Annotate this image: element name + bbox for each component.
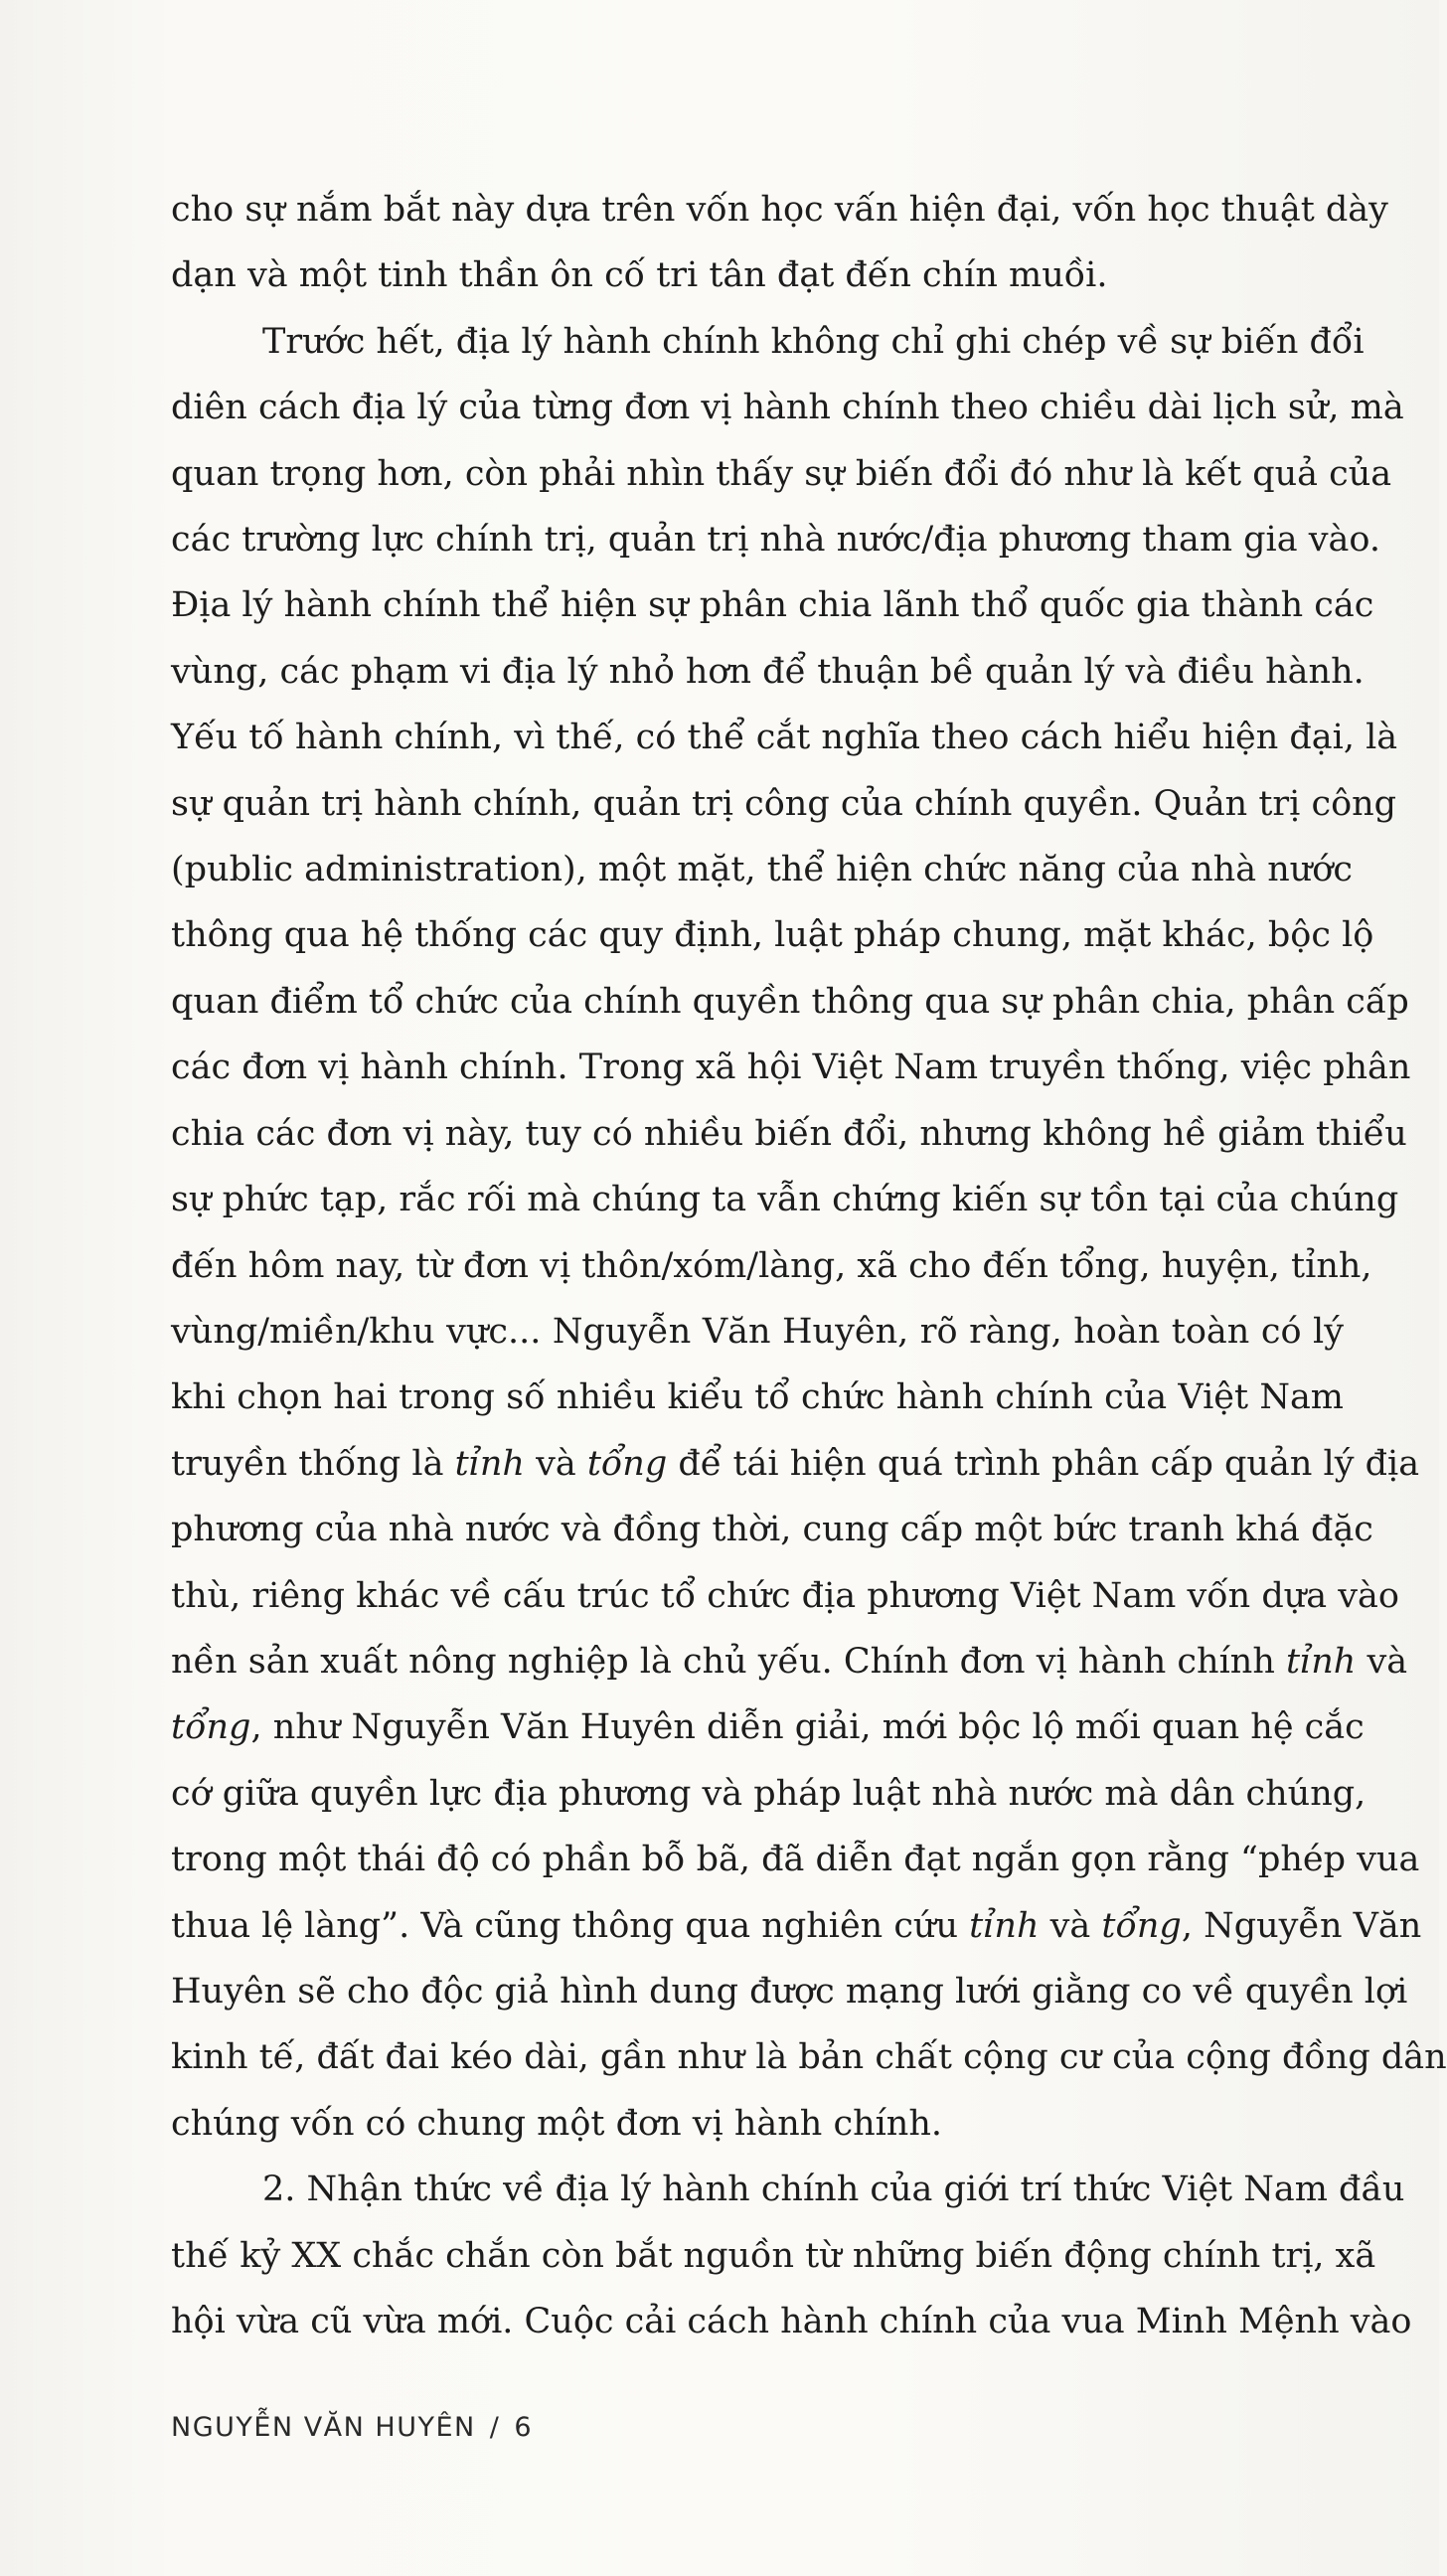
text-line: thông qua hệ thống các quy định, luật pháp chung, mặt khác, bộc lộ (171, 915, 1374, 956)
text-line: quan điểm tổ chức của chính quyền thông qua sự phân chia, phân cấp (171, 981, 1409, 1022)
text-line: chia các đơn vị này, tuy có nhiều biến đổi, nhưng không hề giảm thiểu (171, 1113, 1407, 1154)
text-line: vùng/miền/khu vực... Nguyễn Văn Huyên, rõ ràng, hoàn toàn có lý (171, 1311, 1344, 1352)
text-line: cớ giữa quyền lực địa phương và pháp luật nhà nước mà dân chúng, (171, 1773, 1367, 1814)
text-line: (public administration), một mặt, thể hiện chức năng của nhà nước (171, 850, 1353, 890)
text-line: Huyên sẽ cho độc giả hình dung được mạng lưới giằng co về quyền lợi (171, 1971, 1408, 2012)
text-line: 2. Nhận thức về địa lý hành chính của giới trí thức Việt Nam đầu (262, 2170, 1405, 2210)
text-line: các trường lực chính trị, quản trị nhà nước/địa phương tham gia vào. (171, 520, 1380, 561)
text-line: vùng, các phạm vi địa lý nhỏ hơn để thuận bề quản lý và điều hành. (171, 651, 1365, 692)
text-line: các đơn vị hành chính. Trong xã hội Việt Nam truyền thống, việc phân (171, 1047, 1411, 1088)
text-line: phương của nhà nước và đồng thời, cung cấp một bức tranh khá đặc (171, 1510, 1373, 1550)
text-line: hội vừa cũ vừa mới. Cuộc cải cách hành chính của vua Minh Mệnh vào (171, 2302, 1412, 2341)
text-line: chúng vốn có chung một đơn vị hành chính. (171, 2103, 943, 2144)
text-line: kinh tế, đất đai kéo dài, gần như là bản chất cộng cư của cộng đồng dân (171, 2037, 1447, 2078)
text-line: quan trọng hơn, còn phải nhìn thấy sự biến đổi đó như là kết quả của (171, 453, 1392, 494)
text-line: cho sự nắm bắt này dựa trên vốn học vấn hiện đại, vốn học thuật dày (171, 190, 1388, 230)
text-line: thù, riêng khác về cấu trúc tổ chức địa phương Việt Nam vốn dựa vào (171, 1575, 1399, 1616)
text-line: dạn và một tinh thần ôn cố tri tân đạt đến chín muồi. (171, 255, 1108, 296)
footer-separator: / (489, 2412, 501, 2443)
page-number: 6 (514, 2412, 534, 2443)
text-line: sự quản trị hành chính, quản trị công của chính quyền. Quản trị công (171, 783, 1397, 824)
text-line: thế kỷ XX chắc chắn còn bắt nguồn từ những biến động chính trị, xã (171, 2235, 1376, 2276)
text-line: trong một thái độ có phần bỗ bã, đã diễn đạt ngắn gọn rằng “phép vua (171, 1840, 1420, 1880)
text-line: Yếu tố hành chính, vì thế, có thể cắt nghĩa theo cách hiểu hiện đại, là (171, 718, 1398, 758)
paragraph-1 (171, 177, 1388, 309)
page-footer (171, 2412, 533, 2443)
text-line: Địa lý hành chính thể hiện sự phân chia lãnh thổ quốc gia thành các (171, 585, 1374, 626)
text-line: thua lệ làng”. Và cũng thông qua nghiên cứu tỉnh và tổng, Nguyễn Văn (171, 1905, 1422, 1946)
text-line: truyền thống là tỉnh và tổng để tái hiện quá trình phân cấp quản lý địa (171, 1443, 1420, 1484)
text-line: đến hôm nay, từ đơn vị thôn/xóm/làng, xã cho đến tổng, huyện, tỉnh, (171, 1245, 1372, 1286)
text-line: sự phức tạp, rắc rối mà chúng ta vẫn chứng kiến sự tồn tại của chúng (171, 1180, 1399, 1220)
body-text (171, 177, 1447, 2354)
paragraph-2 (171, 309, 1447, 2157)
running-author: NGUYỄN VĂN HUYÊN (171, 2412, 476, 2443)
text-line: nền sản xuất nông nghiệp là chủ yếu. Chính đơn vị hành chính tỉnh và (171, 1641, 1408, 1682)
text-line: diên cách địa lý của từng đơn vị hành chính theo chiều dài lịch sử, mà (171, 388, 1404, 428)
text-line: Trước hết, địa lý hành chính không chỉ ghi chép về sự biến đổi (262, 321, 1365, 362)
paragraph-3 (171, 2157, 1412, 2354)
text-line: tổng, như Nguyễn Văn Huyên diễn giải, mới bộc lộ mối quan hệ cắc (171, 1707, 1365, 1748)
text-line: khi chọn hai trong số nhiều kiểu tổ chức hành chính của Việt Nam (171, 1377, 1344, 1418)
